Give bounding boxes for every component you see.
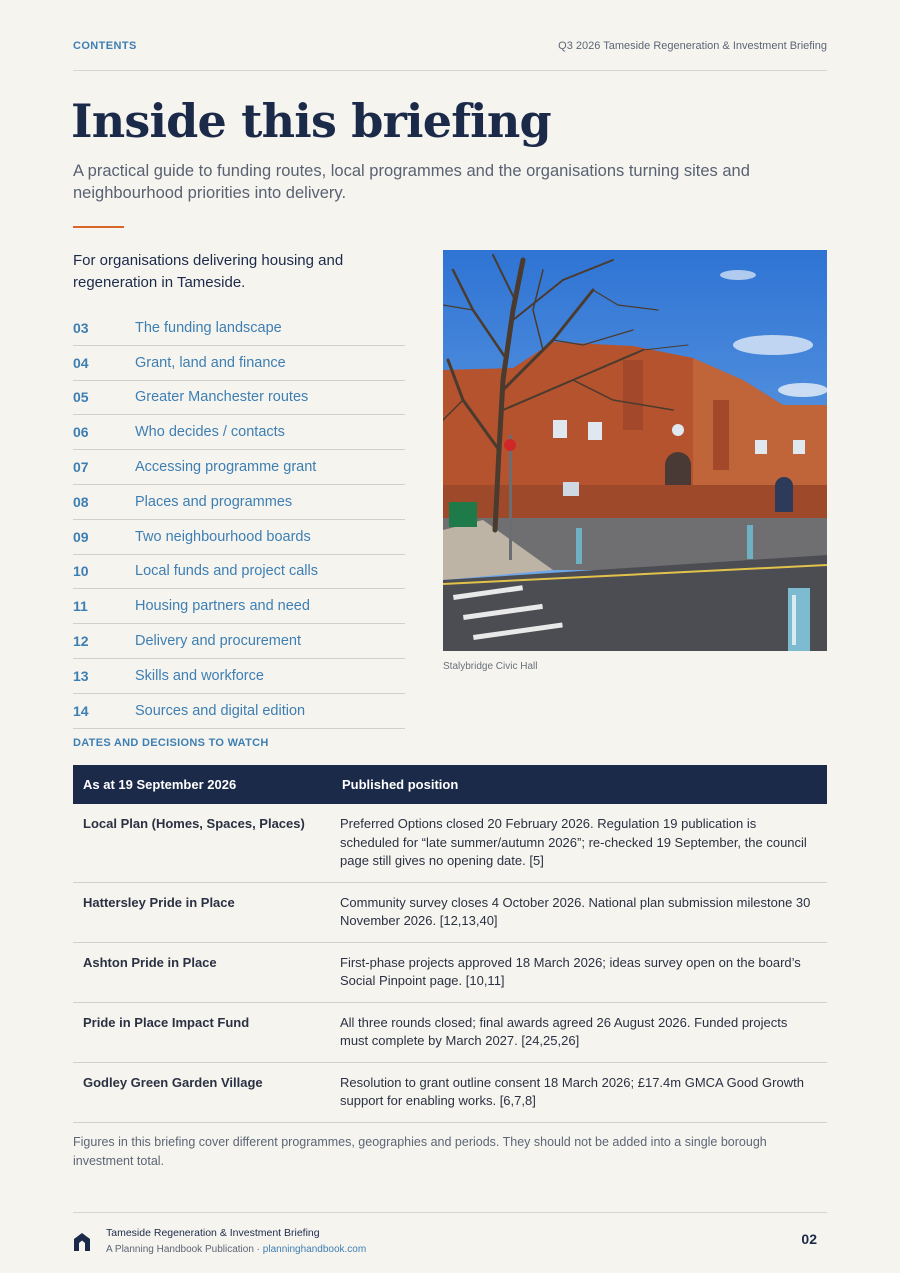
toc-page-number: 05 <box>73 389 89 406</box>
table-row <box>73 804 827 882</box>
running-header <box>73 38 827 71</box>
toc-label: Delivery and procurement <box>135 633 302 650</box>
column-header-as-at: As at 19 September 2026 <box>73 765 330 804</box>
toc-label: Grant, land and finance <box>135 354 286 371</box>
toc-page-number: 13 <box>73 667 89 684</box>
toc-item[interactable] <box>73 381 405 416</box>
toc-label: Accessing programme grant <box>135 459 317 476</box>
toc-page-number: 10 <box>73 563 89 580</box>
toc-page-number: 06 <box>73 424 89 441</box>
toc-item[interactable] <box>73 555 405 590</box>
toc-item[interactable] <box>73 589 405 624</box>
toc-item[interactable] <box>73 450 405 485</box>
table-row <box>73 1062 827 1122</box>
toc-item[interactable] <box>73 659 405 694</box>
page-number: 02 <box>801 1231 817 1247</box>
section-label: CONTENTS <box>73 40 137 52</box>
table-cell-position: First-phase projects approved 18 March 2026; ideas survey open on the board’s Social Pinpoint page. [10,11] <box>330 942 827 1002</box>
column-header-position: Published position <box>330 765 827 804</box>
toc-item[interactable] <box>73 311 405 346</box>
toc-label: Housing partners and need <box>135 598 310 615</box>
table-row <box>73 882 827 942</box>
toc-label: Greater Manchester routes <box>135 389 309 406</box>
toc-page-number: 14 <box>73 702 89 719</box>
footer-publisher <box>106 1244 366 1255</box>
photo-caption: Stalybridge Civic Hall <box>443 661 538 672</box>
civic-hall-photo <box>443 250 827 651</box>
table-cell-position: All three rounds closed; final awards agreed 26 August 2026. Funded projects must complete by March 2027. [24,25,26] <box>330 1002 827 1062</box>
table-row <box>73 942 827 1002</box>
toc-item[interactable] <box>73 520 405 555</box>
toc-page-number: 08 <box>73 493 89 510</box>
page-footer <box>73 1212 827 1262</box>
toc-label: Who decides / contacts <box>135 424 285 441</box>
publisher-text: A Planning Handbook Publication · <box>106 1244 263 1255</box>
house-logo-icon <box>73 1232 91 1252</box>
table-cell-position: Community survey closes 4 October 2026. National plan submission milestone 30 November 2026. [12,13,40] <box>330 882 827 942</box>
toc-label: Places and programmes <box>135 493 293 510</box>
accent-rule <box>73 226 124 228</box>
table-cell-item: Pride in Place Impact Fund <box>73 1002 330 1062</box>
toc-label: Sources and digital edition <box>135 702 306 719</box>
dates-table <box>73 765 827 1123</box>
intro-text: A practical guide to funding routes, local programmes and the organisations turning sites and neighbourhood priorities into delivery. <box>73 162 750 202</box>
page-title: Inside this briefing <box>71 94 551 148</box>
table-cell-position: Preferred Options closed 20 February 2026. Regulation 19 publication is scheduled for “late summer/autumn 2026”; re-checked 19 September, the council page still gives no opening date. [5] <box>330 804 827 882</box>
table-cell-position: Resolution to grant outline consent 18 March 2026; £17.4m GMCA Good Growth support for enabling works. [6,7,8] <box>330 1062 827 1122</box>
toc-item[interactable] <box>73 415 405 450</box>
table-cell-item: Godley Green Garden Village <box>73 1062 330 1122</box>
toc-item[interactable] <box>73 694 405 729</box>
figures-note: Figures in this briefing cover different programmes, geographies and periods. They should not be added into a single borough investment total. <box>73 1135 767 1168</box>
toc-page-number: 03 <box>73 319 89 336</box>
toc-page-number: 12 <box>73 633 89 650</box>
toc-item[interactable] <box>73 346 405 381</box>
table-cell-item: Hattersley Pride in Place <box>73 882 330 942</box>
toc-label: The funding landscape <box>135 319 282 336</box>
toc-page-number: 04 <box>73 354 89 371</box>
table-cell-item: Ashton Pride in Place <box>73 942 330 1002</box>
table-of-contents <box>73 311 405 729</box>
footer-title: Tameside Regeneration & Investment Briefing <box>106 1227 320 1239</box>
toc-item[interactable] <box>73 485 405 520</box>
table-header-row <box>73 765 827 804</box>
toc-label: Skills and workforce <box>135 667 264 684</box>
toc-label: Local funds and project calls <box>135 563 318 580</box>
toc-label: Two neighbourhood boards <box>135 528 311 545</box>
audience-text: For organisations delivering housing and regeneration in Tameside. <box>73 252 344 291</box>
table-cell-item: Local Plan (Homes, Spaces, Places) <box>73 804 330 882</box>
website-link[interactable]: planninghandbook.com <box>262 1244 367 1255</box>
watch-heading: DATES AND DECISIONS TO WATCH <box>73 737 269 749</box>
toc-item[interactable] <box>73 624 405 659</box>
document-title: Q3 2026 Tameside Regeneration & Investment Briefing <box>558 40 827 52</box>
toc-page-number: 11 <box>73 598 88 615</box>
table-row <box>73 1002 827 1062</box>
toc-page-number: 09 <box>73 528 89 545</box>
toc-page-number: 07 <box>73 459 89 476</box>
